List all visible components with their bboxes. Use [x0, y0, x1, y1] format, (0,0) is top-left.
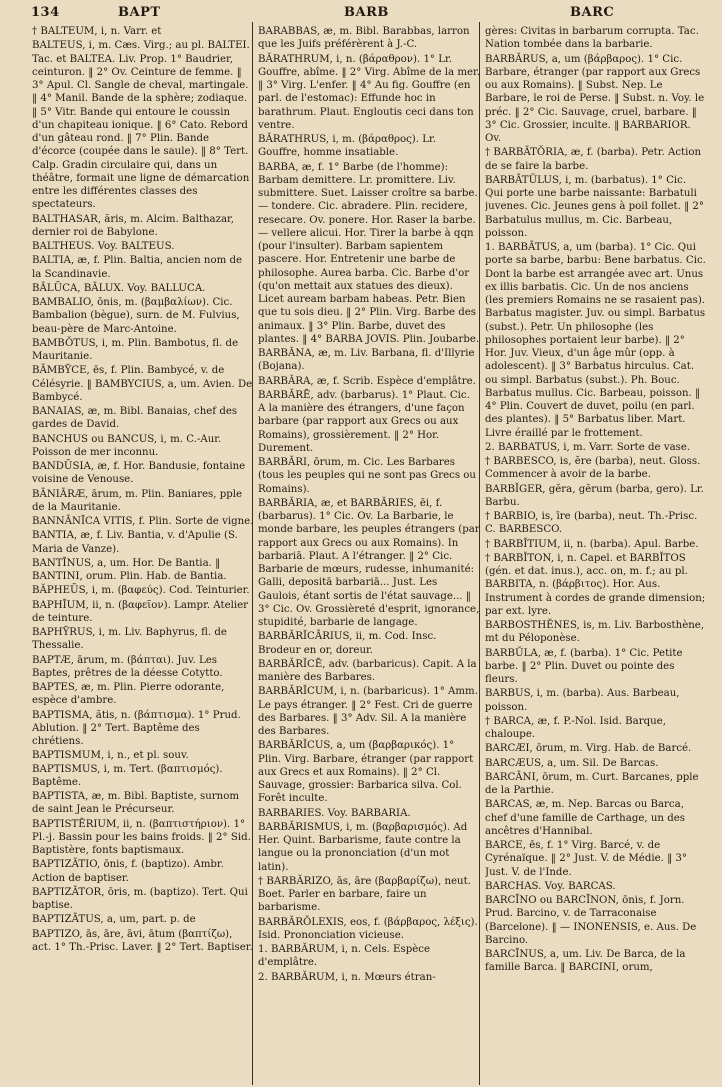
dictionary-entry: BALTHEUS. Voy. BALTEUS.	[32, 241, 175, 252]
dictionary-entry: BAPTISMA, ătis, n. (βάπτισμα). 1° Prud. Ablution. ‖ 2° Tert. Baptême des chrétiens.	[32, 709, 241, 747]
dictionary-entry: BARBĂRISMUS, i, m. (βαρβαρισμός). Ad Her. Quint. Barbarisme, faute contre la langue ou la prononciation (d'un mot latin).	[258, 821, 468, 873]
dictionary-entry: BARBĂRA, æ, f. Scrib. Espèce d'emplâtre.	[258, 375, 476, 387]
dictionary-entry: BARCE, ēs, f. 1° Virg. Barcé, v. de Cyrénaïque. ‖ 2° Just. V. de Médie. ‖ 3° Just. V. de l'Inde.	[485, 840, 688, 878]
dictionary-entry: BAPTISTA, æ, m. Bibl. Baptiste, surnom de saint Jean le Précurseur.	[32, 791, 240, 816]
guide-word-center: BARB	[344, 5, 389, 20]
dictionary-entry: BAPHĪUM, ii, n. (βαφεῖον). Lampr. Atelier de teinture.	[32, 599, 249, 624]
dictionary-entry: BARABBAS, æ, m. Bibl. Barabbas, larron que les Juifs préférèrent à J.-C.	[258, 26, 470, 51]
dictionary-entry: BAPTIZĀTUS, a, um, part. p. de	[32, 914, 196, 926]
dictionary-entry: BANAIAS, æ, m. Bibl. Banaias, chef des gardes de David.	[32, 406, 238, 431]
dictionary-entry: BANTIA, æ, f. Liv. Bantia, v. d'Apulie (S. Maria de Vanze).	[32, 530, 238, 555]
dictionary-entry: 2. BARBĂRUM, i, n. Mœurs étran-	[258, 971, 436, 983]
dictionary-entry: BAPTÆ, ārum, m. (βάπται). Juv. Les Baptes, prêtres de la déesse Cotytto.	[32, 654, 223, 679]
dictionary-entry: † BARBĀTŎRIA, æ, f. (barba). Petr. Action de se faire la barbe.	[485, 147, 702, 172]
dictionary-entry: BARBĂRĬCĀRIUS, ii, m. Cod. Insc. Brodeur en or, doreur.	[258, 631, 437, 656]
running-header	[0, 0, 722, 24]
dictionary-entry: BARBĂRĬCĒ, adv. (barbaricus). Capit. A la manière des Barbares.	[258, 658, 477, 683]
dictionary-entry: BAMBŎTUS, i, m. Plin. Bambotus, fl. de Mauritanie.	[32, 337, 239, 362]
dictionary-entry: BARBOSTHĔNES, is, m. Liv. Barbosthène, mt du Péloponèse.	[485, 620, 705, 645]
dictionary-entry: BARCĀNI, ōrum, m. Curt. Barcanes, pple de la Parthie.	[485, 771, 699, 796]
guide-word-right: BARC	[570, 5, 615, 20]
column-3	[485, 24, 707, 1084]
dictionary-entry: BARBĂRĬCUS, a, um (βαρβαρικός). 1° Plin. Virg. Barbare, étranger (par rapport aux Grecs et aux Romains). ‖ 2° Cl. Sauvage, grossier: Barbarica silva. Col. Forêt inculte.	[258, 740, 474, 805]
dictionary-entry: BARBĬGER, gĕra, gĕrum (barba, gero). Lr. Barbu.	[485, 483, 704, 508]
dictionary-entry: BANTĪNUS, a, um. Hor. De Bantia. ‖ BANTINI, orum. Plin. Hab. de Bantia.	[32, 557, 227, 582]
dictionary-entry: BARBĀTŬLUS, i, m. (barbatus). 1° Cic. Qui porte une barbe naissante: Barbatuli juvenes. Cic. Jeunes gens à poil follet. ‖ 2° Barbatulus mullus, m. Cic. Barbeau, poisson.	[485, 174, 704, 239]
dictionary-entry: BĀLŪCA, BĀLUX. Voy. BALLUCA.	[32, 282, 206, 294]
dictionary-entry: BARBĂRĬCUM, i, n. (barbaricus). 1° Amm. Le pays étranger. ‖ 2° Fest. Cri de guerre des Barbares. ‖ 3° Adv. Sil. A la manière des Barbares.	[258, 686, 478, 737]
dictionary-entry: BANNĀNĪCA VITIS, f. Plin. Sorte de vigne.	[32, 516, 254, 527]
dictionary-entry: 1. BARBĀTUS, a, um (barba). 1° Cic. Qui porte sa barbe, barbu: Bene barbatus. Cic. Dont la barbe est arrangée avec art. Unus ex illis barbatis. Cic. Un de nos anciens (les premiers Romains ne se rasaient pas). Barbatus magister. Juv. ou simpl. Barbatus (subst.). Petr. Un philosophe (les philosophes portaient leur barbe). ‖ 2° Hor. Juv. Vieux, d'un âge mûr (opp. à adolescent). ‖ 3° Barbatus hirculus. Cat. ou simpl. Barbatus (subst.). Ph. Bouc. Barbatus mullus. Cic. Barbeau, poisson. ‖ 4° Plin. Couvert de duvet, poilu (en parl. des plantes). ‖ 5° Barbatus liber. Mart. Livre éraillé par le frottement.	[485, 242, 706, 439]
dictionary-entry: BARCĪNO ou BARCĪNON, ōnis, f. Jorn. Prud. Barcino, v. de Tarraconaise (Barcelone). ‖ — INONENSIS, e. Aus. De Barcino.	[485, 895, 697, 946]
dictionary-entry: BANCHUS ou BANCUS, i, m. C.-Aur. Poisson de mer inconnu.	[32, 433, 222, 458]
dictionary-entry: BANDŪSIA, æ, f. Hor. Bandusie, fontaine voisine de Venouse.	[32, 461, 246, 486]
page-number: 134	[31, 5, 60, 20]
dictionary-entry: † BALTEUM, i, n. Varr. et	[32, 26, 162, 37]
dictionary-entry: BĂPHEŪS, i, m. (βαφεύς). Cod. Teinturier.	[32, 585, 250, 597]
dictionary-entry: BĀNIĀRÆ, ārum, m. Plin. Baniares, pple de la Mauritanie.	[32, 488, 243, 513]
dictionary-entry: BAMBALIO, ōnis, m. (βαμβαλίων). Cic. Bambalion (bègue), surn. de M. Fulvius, beau-père de Marc-Antoine.	[32, 297, 240, 335]
dictionary-entry: BARBĂRIA, æ, et BARBĂRIES, ēi, f. (barbarus). 1° Cic. Ov. La Barbarie, le monde barbare, les peuples étrangers (par rapport aux Grecs ou aux Romains). In barbariā. Plaut. A l'étranger. ‖ 2° Cic. Barbarie de mœurs, rudesse, inhumanité: Galli, depositā barbariā... Just. Les Gaulois, étant sortis de l'état sauvage... ‖ 3° Cic. Ov. Grossièreté d'esprit, ignorance, stupidité, barbarie de langage.	[258, 497, 480, 628]
dictionary-entry: BAPTISTĒRIUM, ii, n. (βαπτιστήριον). 1° Pl.-j. Bassin pour les bains froids. ‖ 2° Sid. Baptistère, fonts baptismaux.	[32, 818, 251, 856]
dictionary-entry: BARBĂRŎLEXIS, eos, f. (βάρβαρος, λέξις). Isid. Prononciation vicieuse.	[258, 916, 478, 941]
dictionary-entry: BALTIA, æ, f. Plin. Baltia, ancien nom de la Scandinavie.	[32, 255, 243, 280]
dictionary-entry: BARBARIES. Voy. BARBARIA.	[258, 807, 411, 819]
dictionary-entry: BARBA, æ, f. 1° Barbe (de l'homme): Barbam demittere. Lr. promittere. Liv. submittere. Suet. Laisser croître sa barbe. — tondere. Cic. abradere. Plin. recidere, resecare. Ov. ponere. Hor. Raser la barbe. — vellere alicui. Hor. Tirer la barbe à qqn (pour l'insulter). Barbam sapientem pascere. Hor. Entretenir une barbe de philosophe. Aurea barba. Cic. Barbe d'or (qu'on mettait aux statues des dieux). Licet auream barbam habeas. Petr. Bien que tu sois dieu. ‖ 2° Plin. Virg. Barbe des animaux. ‖ 3° Plin. Barbe, duvet des plantes. ‖ 4° BARBA JOVIS. Plin. Joubarbe.	[258, 161, 480, 345]
guide-word-left: BAPT	[118, 5, 161, 20]
dictionary-entry: BARCHAS. Voy. BARCAS.	[485, 880, 616, 892]
dictionary-entry: BAPTES, æ, m. Plin. Pierre odorante, espèce d'ambre.	[32, 682, 225, 707]
dictionary-entry: gères: Civitas in barbarum corrupta. Tac. Nation tombée dans la barbarie.	[485, 26, 699, 51]
dictionary-entry: BALTHASAR, ăris, m. Alcim. Balthazar, dernier roi de Babylone.	[32, 213, 235, 238]
dictionary-entry: † BARBIO, is, īre (barba), neut. Th.-Prisc. C. BARBESCO.	[485, 511, 698, 536]
dictionary-entry: † BARBĂRIZO, ās, āre (βαρβαρίζω), neut. Boet. Parler en barbare, faire un barbarisme.	[258, 875, 471, 914]
dictionary-entry: BARBĂRĒ, adv. (barbarus). 1° Plaut. Cic. A la manière des étrangers, d'une façon barbare (par rapport aux Grecs ou aux Romains), grossièrement. ‖ 2° Hor. Durement.	[258, 389, 470, 454]
dictionary-entry: BAPTISMUM, i, n., et pl. souv. BAPTISMUS, i, m. Tert. (βαπτισμός). Baptême.	[32, 750, 223, 788]
dictionary-entry: BARCÆI, ōrum, m. Virg. Hab. de Barcé.	[485, 743, 692, 755]
dictionary-entry: BĂRATHRUS, i, m. (βάραθρος). Lr. Gouffre, homme insatiable.	[258, 134, 436, 159]
dictionary-entry: † BARBĬTIUM, ii, n. (barba). Apul. Barbe.	[485, 538, 699, 550]
dictionary-entry: BĀMBȲCE, ēs, f. Plin. Bambycé, v. de Célésyrie. ‖ BAMBYCIUS, a, um. Avien. De Bambycé.	[32, 365, 253, 403]
dictionary-entry: 1. BARBĂRUM, i, n. Cels. Espèce d'emplâtre.	[258, 944, 430, 969]
dictionary-entry: BĂRATHRUM, i, n. (βάραθρον). 1° Lr. Gouffre, abîme. ‖ 2° Virg. Abîme de la mer. ‖ 3° Virg. L'enfer. ‖ 4° Au fig. Gouffre (en parl. de l'estomac): Effunde hoc in barathrum. Plaut. Engloutis ceci dans ton ventre.	[258, 53, 480, 131]
dictionary-entry: BAPHȲRUS, i, m. Liv. Baphyrus, fl. de Thessalie.	[32, 627, 227, 652]
dictionary-entry: BARCĪNUS, a, um. Liv. De Barca, de la famille Barca. ‖ BARCINI, orum,	[485, 949, 686, 974]
dictionary-entry: BARBĂRUS, a, um (βάρβαρος). 1° Cic. Barbare, étranger (par rapport aux Grecs ou aux Romains). ‖ Subst. Nep. Le Barbare, le roi de Perse. ‖ Subst. n. Voy. le préc. ‖ 2° Cic. Sauvage, cruel, barbare. ‖ 3° Cic. Grossier, inculte. ‖ BARBARIOR. Ov.	[485, 53, 705, 144]
dictionary-entry: BARBĂNA, æ, m. Liv. Barbana, fl. d'Illyrie (Bojana).	[258, 348, 475, 373]
dictionary-entry: BARCÆUS, a, um. Sil. De Barcas.	[485, 757, 659, 769]
dictionary-entry: † BARBĬTON, i, n. Capel. et BARBĬTOS (gén. et dat. inus.), acc. on, m. f.; au pl. BARBITA, n. (βάρβιτος). Hor. Aus. Instrument à cordes de grande dimension; par ext. lyre.	[485, 552, 706, 617]
dictionary-entry: BAPTIZĀTIO, ōnis, f. (baptizo). Ambr. Action de baptiser.	[32, 859, 224, 884]
dictionary-entry: BARBĂRI, ōrum, m. Cic. Les Barbares (tous les peuples qui ne sont pas Grecs ou Romains).	[258, 457, 476, 495]
dictionary-entry: † BARBESCO, is, ĕre (barba), neut. Gloss. Commencer à avoir de la barbe.	[485, 456, 701, 481]
dictionary-entry: BARBUS, i, m. (barba). Aus. Barbeau, poisson.	[485, 688, 680, 713]
dictionary-entry: 2. BARBATUS, i, m. Varr. Sorte de vase.	[485, 441, 691, 453]
dictionary-entry: BAPTIZĀTOR, ōris, m. (baptizo). Tert. Qui baptise.	[32, 886, 248, 911]
dictionary-entry: † BARCA, æ, f. P.-Nol. Isid. Barque, chaloupe.	[485, 715, 666, 740]
column-1	[32, 24, 254, 1084]
dictionary-entry: BARBŬLA, æ, f. (barba). 1° Cic. Petite barbe. ‖ 2° Plin. Duvet ou pointe des fleurs.	[485, 647, 683, 685]
dictionary-entry: BALTEUS, i, m. Cæs. Virg.; au pl. BALTEI. Tac. et BALTEA. Liv. Prop. 1° Baudrier, ceinturon. ‖ 2° Ov. Ceinture de femme. ‖ 3° Apul. Cl. Sangle de cheval, martingale. ‖ 4° Manil. Bande de la sphère; zodiaque. ‖ 5° Vitr. Bande qui entoure le coussin d'un chapiteau ionique. ‖ 6° Cato. Rebord d'un gâteau rond. ‖ 7° Plin. Bande d'écorce (coupée dans le saule). ‖ 8° Tert. Calp. Gradin circulaire qui, dans un théâtre, formait une ligne de démarcation entre les différentes classes des spectateurs.	[32, 40, 250, 211]
column-2	[258, 24, 480, 1084]
dictionary-entry: BARCAS, æ, m. Nep. Barcas ou Barca, chef d'une famille de Carthage, un des ancêtres d'Hannibal.	[485, 799, 685, 837]
dictionary-entry: BAPTIZO, ās, āre, āvi, ātum (βαπτίζω), act. 1° Th.-Prisc. Laver. ‖ 2° Tert. Baptiser.	[32, 928, 253, 953]
